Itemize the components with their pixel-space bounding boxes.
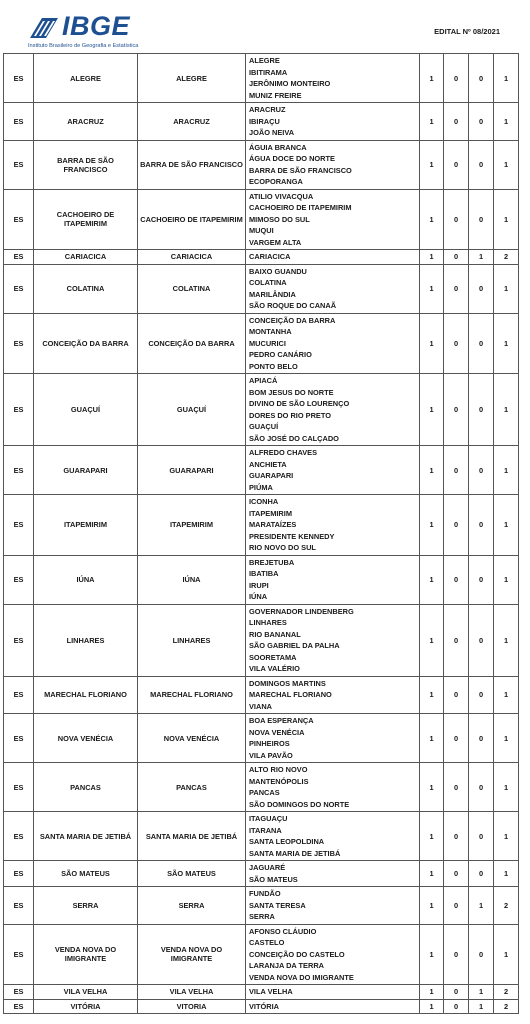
municipality-name: ICONHA xyxy=(249,497,279,506)
municipalities-cell xyxy=(246,264,420,313)
count-cell: 0 xyxy=(469,313,494,374)
edital-number: EDITAL Nº 08/2021 xyxy=(434,27,500,36)
count-cell: 1 xyxy=(494,264,519,313)
municipalities-cell xyxy=(246,103,420,141)
count-cell: 0 xyxy=(444,985,469,1000)
count-cell: 0 xyxy=(444,140,469,189)
count-cell: 1 xyxy=(494,103,519,141)
table-row xyxy=(4,374,519,446)
count-cell: 1 xyxy=(494,555,519,604)
uf-cell: ES xyxy=(4,264,34,313)
municipality-name: DOMINGOS MARTINS xyxy=(249,678,326,688)
municipality-name: VILA VELHA xyxy=(249,987,293,996)
municipality-name: BARRA DE SÃO FRANCISCO xyxy=(249,165,352,175)
count-cell: 1 xyxy=(494,604,519,676)
count-cell: 0 xyxy=(469,140,494,189)
municipality-name: ALTO RIO NOVO xyxy=(249,765,308,774)
count-cell: 1 xyxy=(494,140,519,189)
count-cell: 1 xyxy=(420,495,444,556)
count-cell: 0 xyxy=(469,676,494,714)
municipalities-cell xyxy=(246,555,420,604)
uf-cell: ES xyxy=(4,495,34,556)
municipality-name: VARGEM ALTA xyxy=(249,237,302,247)
table-row xyxy=(4,861,519,887)
count-cell: 1 xyxy=(420,924,444,985)
municipality-name: ÁGUIA BRANCA xyxy=(249,142,307,152)
uf-cell: ES xyxy=(4,861,34,887)
count-cell: 1 xyxy=(494,763,519,812)
municipality-name: MIMOSO DO SUL xyxy=(249,214,310,224)
municipality-name: VITÓRIA xyxy=(249,1001,279,1011)
municipality-name: COLATINA xyxy=(249,278,287,287)
municipality-name: ITARANA xyxy=(249,825,282,835)
table-row xyxy=(4,446,519,495)
municipality-name: MUNIZ FREIRE xyxy=(249,90,302,100)
count-cell: 1 xyxy=(469,887,494,925)
count-cell: 0 xyxy=(469,103,494,141)
area-cell: PANCAS xyxy=(34,763,138,812)
count-cell: 1 xyxy=(494,313,519,374)
count-cell: 0 xyxy=(444,924,469,985)
count-cell: 1 xyxy=(494,714,519,763)
count-cell: 0 xyxy=(469,555,494,604)
municipality-name: ITAPEMIRIM xyxy=(249,508,292,518)
uf-cell: ES xyxy=(4,140,34,189)
table-row xyxy=(4,604,519,676)
municipality-name: MONTANHA xyxy=(249,327,292,336)
municipalities-cell xyxy=(246,495,420,556)
uf-cell: ES xyxy=(4,676,34,714)
municipality-name: PANCAS xyxy=(249,788,280,797)
municipality-name: ANCHIETA xyxy=(249,459,287,469)
table-row xyxy=(4,924,519,985)
logo-name: IBGE xyxy=(62,11,131,41)
uf-cell: ES xyxy=(4,54,34,103)
municipality-name: AFONSO CLÁUDIO xyxy=(249,926,317,936)
municipality-name: IBIRAÇU xyxy=(249,116,280,126)
area-cell: CACHOEIRO DE ITAPEMIRIM xyxy=(34,189,138,250)
municipality-name: SANTA MARIA DE JETIBÁ xyxy=(249,848,341,858)
municipality-name: FUNDÃO xyxy=(249,889,281,898)
count-cell: 1 xyxy=(420,763,444,812)
count-cell: 0 xyxy=(444,555,469,604)
municipality-name: GUARAPARI xyxy=(249,471,294,480)
municipality-name: ECOPORANGA xyxy=(249,177,303,186)
count-cell: 0 xyxy=(469,495,494,556)
count-cell: 0 xyxy=(444,861,469,887)
count-cell: 0 xyxy=(444,103,469,141)
municipality-name: GOVERNADOR LINDENBERG xyxy=(249,606,354,616)
uf-cell: ES xyxy=(4,374,34,446)
municipality-name: SANTA TERESA xyxy=(249,900,306,910)
count-cell: 1 xyxy=(420,374,444,446)
count-cell: 0 xyxy=(444,999,469,1014)
municipality-name: VILA PAVÃO xyxy=(249,750,293,760)
sede-cell: GUAÇUÍ xyxy=(138,374,246,446)
count-cell: 0 xyxy=(444,313,469,374)
area-cell: IÚNA xyxy=(34,555,138,604)
count-cell: 0 xyxy=(444,54,469,103)
municipalities-cell xyxy=(246,250,420,265)
page-header xyxy=(0,0,530,52)
municipality-name: IRUPI xyxy=(249,580,269,590)
count-cell: 1 xyxy=(420,189,444,250)
sede-cell: SERRA xyxy=(138,887,246,925)
municipality-name: LARANJA DA TERRA xyxy=(249,961,324,970)
area-cell: MARECHAL FLORIANO xyxy=(34,676,138,714)
count-cell: 1 xyxy=(420,812,444,861)
uf-cell: ES xyxy=(4,604,34,676)
municipality-name: SÃO MATEUS xyxy=(249,874,298,884)
count-cell: 1 xyxy=(420,446,444,495)
count-cell: 1 xyxy=(420,604,444,676)
area-cell: ITAPEMIRIM xyxy=(34,495,138,556)
municipality-name: VENDA NOVA DO IMIGRANTE xyxy=(249,972,354,982)
count-cell: 1 xyxy=(420,861,444,887)
count-cell: 1 xyxy=(420,103,444,141)
count-cell: 1 xyxy=(494,189,519,250)
municipality-name: IBATIBA xyxy=(249,569,279,578)
municipality-name: SÃO DOMINGOS DO NORTE xyxy=(249,799,350,809)
count-cell: 1 xyxy=(469,985,494,1000)
count-cell: 2 xyxy=(494,250,519,265)
area-cell: VENDA NOVA DO IMIGRANTE xyxy=(34,924,138,985)
municipality-name: ARACRUZ xyxy=(249,105,286,114)
count-cell: 1 xyxy=(420,264,444,313)
municipality-name: MUCURICI xyxy=(249,338,286,348)
count-cell: 1 xyxy=(420,555,444,604)
municipality-name: MARECHAL FLORIANO xyxy=(249,690,332,699)
count-cell: 0 xyxy=(469,189,494,250)
municipality-name: PRESIDENTE KENNEDY xyxy=(249,531,335,541)
municipalities-cell xyxy=(246,140,420,189)
municipality-name: IÚNA xyxy=(249,592,268,601)
municipality-name: CONCEIÇÃO DA BARRA xyxy=(249,315,336,325)
count-cell: 0 xyxy=(469,924,494,985)
sede-cell: VILA VELHA xyxy=(138,985,246,1000)
count-cell: 0 xyxy=(469,264,494,313)
area-cell: ARACRUZ xyxy=(34,103,138,141)
municipality-name: ÁGUA DOCE DO NORTE xyxy=(249,154,335,163)
municipality-name: RIO BANANAL xyxy=(249,629,301,639)
sede-cell: CONCEIÇÃO DA BARRA xyxy=(138,313,246,374)
count-cell: 0 xyxy=(444,264,469,313)
count-cell: 2 xyxy=(494,887,519,925)
count-cell: 0 xyxy=(469,763,494,812)
sede-cell: PANCAS xyxy=(138,763,246,812)
area-cell: SÃO MATEUS xyxy=(34,861,138,887)
municipality-name: NOVA VENÉCIA xyxy=(249,727,305,737)
municipality-name: SOORETAMA xyxy=(249,652,297,662)
count-cell: 0 xyxy=(469,861,494,887)
area-cell: NOVA VENÉCIA xyxy=(34,714,138,763)
table-row xyxy=(4,985,519,1000)
municipality-name: DIVINO DE SÃO LOURENÇO xyxy=(249,399,350,408)
uf-cell: ES xyxy=(4,250,34,265)
ibge-logo xyxy=(28,11,148,50)
count-cell: 0 xyxy=(444,714,469,763)
sede-cell: MARECHAL FLORIANO xyxy=(138,676,246,714)
logo-subtitle: Instituto Brasileiro de Geografia e Estatística xyxy=(28,43,139,49)
count-cell: 1 xyxy=(420,999,444,1014)
municipalities-cell xyxy=(246,313,420,374)
municipality-name: JAGUARÉ xyxy=(249,863,286,872)
uf-cell: ES xyxy=(4,887,34,925)
municipality-name: BOM JESUS DO NORTE xyxy=(249,387,334,397)
count-cell: 1 xyxy=(469,250,494,265)
table-row xyxy=(4,763,519,812)
municipality-name: ITAGUAÇU xyxy=(249,814,288,823)
municipality-name: BOA ESPERANÇA xyxy=(249,716,314,725)
municipality-name: VIANA xyxy=(249,701,272,711)
municipality-name: CACHOEIRO DE ITAPEMIRIM xyxy=(249,203,352,212)
area-cell: COLATINA xyxy=(34,264,138,313)
vacancy-table xyxy=(3,53,519,1014)
municipality-name: RIO NOVO DO SUL xyxy=(249,543,316,552)
uf-cell: ES xyxy=(4,714,34,763)
municipality-name: PINHEIROS xyxy=(249,739,290,748)
sede-cell: CACHOEIRO DE ITAPEMIRIM xyxy=(138,189,246,250)
municipalities-cell xyxy=(246,812,420,861)
ibge-logo-icon xyxy=(28,14,60,40)
sede-cell: SANTA MARIA DE JETIBÁ xyxy=(138,812,246,861)
area-cell: ALEGRE xyxy=(34,54,138,103)
uf-cell: ES xyxy=(4,103,34,141)
uf-cell: ES xyxy=(4,189,34,250)
municipality-name: JOÃO NEIVA xyxy=(249,128,295,137)
uf-cell: ES xyxy=(4,313,34,374)
count-cell: 1 xyxy=(420,54,444,103)
count-cell: 1 xyxy=(494,861,519,887)
table-row xyxy=(4,313,519,374)
count-cell: 2 xyxy=(494,985,519,1000)
count-cell: 2 xyxy=(494,999,519,1014)
municipality-name: PONTO BELO xyxy=(249,361,298,371)
count-cell: 0 xyxy=(469,54,494,103)
municipalities-cell xyxy=(246,676,420,714)
table-row xyxy=(4,999,519,1014)
area-cell: SANTA MARIA DE JETIBÁ xyxy=(34,812,138,861)
municipalities-cell xyxy=(246,714,420,763)
municipality-name: SERRA xyxy=(249,912,275,921)
count-cell: 1 xyxy=(494,924,519,985)
area-cell: BARRA DE SÃO FRANCISCO xyxy=(34,140,138,189)
count-cell: 1 xyxy=(420,313,444,374)
sede-cell: COLATINA xyxy=(138,264,246,313)
sede-cell: VITORIA xyxy=(138,999,246,1014)
count-cell: 0 xyxy=(444,763,469,812)
table-row xyxy=(4,54,519,103)
municipalities-cell xyxy=(246,374,420,446)
municipalities-cell xyxy=(246,446,420,495)
municipalities-cell xyxy=(246,189,420,250)
sede-cell: VENDA NOVA DO IMIGRANTE xyxy=(138,924,246,985)
count-cell: 0 xyxy=(469,812,494,861)
municipalities-cell xyxy=(246,924,420,985)
area-cell: GUARAPARI xyxy=(34,446,138,495)
table-row xyxy=(4,714,519,763)
count-cell: 0 xyxy=(469,604,494,676)
count-cell: 1 xyxy=(494,495,519,556)
municipality-name: PEDRO CANÁRIO xyxy=(249,350,312,359)
municipality-name: ALFREDO CHAVES xyxy=(249,448,318,457)
table-row xyxy=(4,250,519,265)
area-cell: VILA VELHA xyxy=(34,985,138,1000)
table-row xyxy=(4,812,519,861)
sede-cell: GUARAPARI xyxy=(138,446,246,495)
count-cell: 1 xyxy=(420,887,444,925)
municipality-name: MANTENÓPOLIS xyxy=(249,776,309,786)
municipality-name: BREJETUBA xyxy=(249,557,295,567)
count-cell: 0 xyxy=(444,604,469,676)
count-cell: 0 xyxy=(469,374,494,446)
municipality-name: SÃO JOSÉ DO CALÇADO xyxy=(249,433,339,443)
municipality-name: CARIACICA xyxy=(249,252,291,261)
area-cell: VITÓRIA xyxy=(34,999,138,1014)
area-cell: SERRA xyxy=(34,887,138,925)
count-cell: 1 xyxy=(420,140,444,189)
municipality-name: MARILÂNDIA xyxy=(249,289,296,299)
count-cell: 0 xyxy=(469,714,494,763)
municipality-name: GUAÇUÍ xyxy=(249,422,279,431)
count-cell: 0 xyxy=(444,812,469,861)
municipality-name: LINHARES xyxy=(249,618,287,627)
table-row xyxy=(4,103,519,141)
count-cell: 0 xyxy=(444,374,469,446)
municipalities-cell xyxy=(246,54,420,103)
count-cell: 0 xyxy=(444,676,469,714)
table-body xyxy=(4,54,519,1014)
area-cell: GUAÇUÍ xyxy=(34,374,138,446)
table-row xyxy=(4,264,519,313)
municipality-name: ATILIO VIVACQUA xyxy=(249,191,314,201)
uf-cell: ES xyxy=(4,555,34,604)
count-cell: 0 xyxy=(444,250,469,265)
uf-cell: ES xyxy=(4,924,34,985)
count-cell: 1 xyxy=(494,676,519,714)
sede-cell: SÃO MATEUS xyxy=(138,861,246,887)
count-cell: 1 xyxy=(494,54,519,103)
municipality-name: SANTA LEOPOLDINA xyxy=(249,837,325,846)
count-cell: 0 xyxy=(469,446,494,495)
sede-cell: ARACRUZ xyxy=(138,103,246,141)
count-cell: 0 xyxy=(444,189,469,250)
table-row xyxy=(4,887,519,925)
municipality-name: CONCEIÇÃO DO CASTELO xyxy=(249,949,345,959)
municipalities-cell xyxy=(246,604,420,676)
table-row xyxy=(4,495,519,556)
table-row xyxy=(4,189,519,250)
municipalities-cell xyxy=(246,999,420,1014)
municipalities-cell xyxy=(246,763,420,812)
municipality-name: SÃO ROQUE DO CANAÃ xyxy=(249,301,337,310)
uf-cell: ES xyxy=(4,812,34,861)
municipalities-cell xyxy=(246,887,420,925)
municipality-name: CASTELO xyxy=(249,938,285,947)
municipalities-cell xyxy=(246,861,420,887)
table-row xyxy=(4,555,519,604)
table-row xyxy=(4,140,519,189)
count-cell: 1 xyxy=(420,250,444,265)
count-cell: 1 xyxy=(420,676,444,714)
count-cell: 0 xyxy=(444,446,469,495)
municipality-name: APIACÁ xyxy=(249,376,278,385)
municipality-name: VILA VALÉRIO xyxy=(249,664,300,673)
count-cell: 0 xyxy=(444,887,469,925)
sede-cell: ITAPEMIRIM xyxy=(138,495,246,556)
municipality-name: MARATAÍZES xyxy=(249,520,297,529)
municipality-name: PIÚMA xyxy=(249,482,273,492)
area-cell: LINHARES xyxy=(34,604,138,676)
uf-cell: ES xyxy=(4,999,34,1014)
municipality-name: ALEGRE xyxy=(249,56,280,65)
municipality-name: SÃO GABRIEL DA PALHA xyxy=(249,641,340,650)
area-cell: CONCEIÇÃO DA BARRA xyxy=(34,313,138,374)
count-cell: 1 xyxy=(494,374,519,446)
sede-cell: LINHARES xyxy=(138,604,246,676)
uf-cell: ES xyxy=(4,446,34,495)
municipality-name: IBITIRAMA xyxy=(249,67,288,77)
count-cell: 1 xyxy=(420,985,444,1000)
municipality-name: JERÔNIMO MONTEIRO xyxy=(249,79,331,88)
sede-cell: NOVA VENÉCIA xyxy=(138,714,246,763)
area-cell: CARIACICA xyxy=(34,250,138,265)
uf-cell: ES xyxy=(4,763,34,812)
sede-cell: ALEGRE xyxy=(138,54,246,103)
count-cell: 1 xyxy=(494,446,519,495)
count-cell: 0 xyxy=(444,495,469,556)
count-cell: 1 xyxy=(469,999,494,1014)
sede-cell: CARIACICA xyxy=(138,250,246,265)
count-cell: 1 xyxy=(420,714,444,763)
municipality-name: DORES DO RIO PRETO xyxy=(249,410,331,420)
table-row xyxy=(4,676,519,714)
municipalities-cell xyxy=(246,985,420,1000)
uf-cell: ES xyxy=(4,985,34,1000)
count-cell: 1 xyxy=(494,812,519,861)
sede-cell: BARRA DE SÃO FRANCISCO xyxy=(138,140,246,189)
municipality-name: BAIXO GUANDU xyxy=(249,266,307,276)
sede-cell: IÚNA xyxy=(138,555,246,604)
municipality-name: MUQUI xyxy=(249,226,274,235)
